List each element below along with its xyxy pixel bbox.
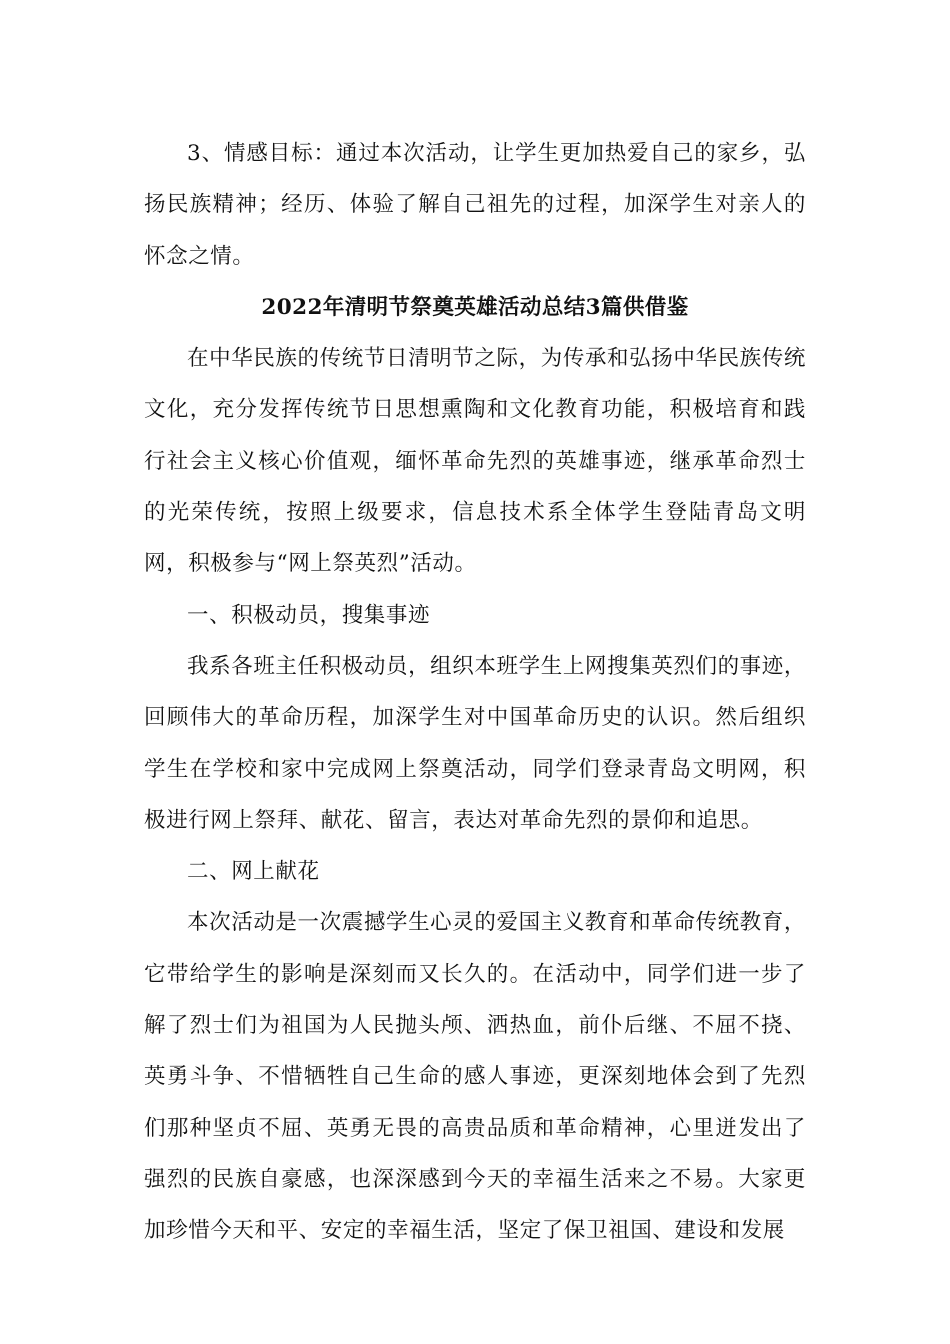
paragraph-online-flowers: 本次活动是一次震撼学生心灵的爱国主义教育和革命传统教育，它带给学生的影响是深刻而又长久的。在活动中，同学们进一步了解了烈士们为祖国为人民抛头颅、洒热血，前仆后继、不屈不挠、英勇斗争、不惜牺牲自己生命的感人事迹，更深刻地体会到了先烈们那种坚贞不屈、英勇无畏的高贵品质和革命精神，心里迸发出了强烈的民族自豪感，也深深感到今天的幸福生活来之不易。大家更加珍惜今天和平、安定的幸福生活，坚定了保卫祖国、建设和发展 (144, 910, 806, 1244)
paragraph-intro: 在中华民族的传统节日清明节之际，为传承和弘扬中华民族传统文化，充分发挥传统节日思想熏陶和文化教育功能，积极培育和践行社会主义核心价值观，缅怀革命先烈的英雄事迹，继承革命烈士的光荣传统，按照上级要求，信息技术系全体学生登陆青岛文明网，积极参与“网上祭英烈”活动。 (144, 346, 806, 577)
paragraph-emotional-goal: 3、情感目标：通过本次活动，让学生更加热爱自己的家乡，弘扬民族精神；经历、体验了解自己祖先的过程，加深学生对亲人的怀念之情。 (144, 141, 806, 269)
section-heading-mobilize: 一、积极动员，搜集事迹 (187, 602, 431, 628)
paragraph-mobilize: 我系各班主任积极动员，组织本班学生上网搜集英烈们的事迹，回顾伟大的革命历程，加深学生对中国革命历史的认识。然后组织学生在学校和家中完成网上祭奠活动，同学们登录青岛文明网，积极进行网上祭拜、献花、留言，表达对革命先烈的景仰和追思。 (144, 653, 806, 833)
document-title: 2022年清明节祭奠英雄活动总结3篇供借鉴 (261, 294, 689, 320)
section-heading-online-flowers: 二、网上献花 (187, 859, 320, 885)
